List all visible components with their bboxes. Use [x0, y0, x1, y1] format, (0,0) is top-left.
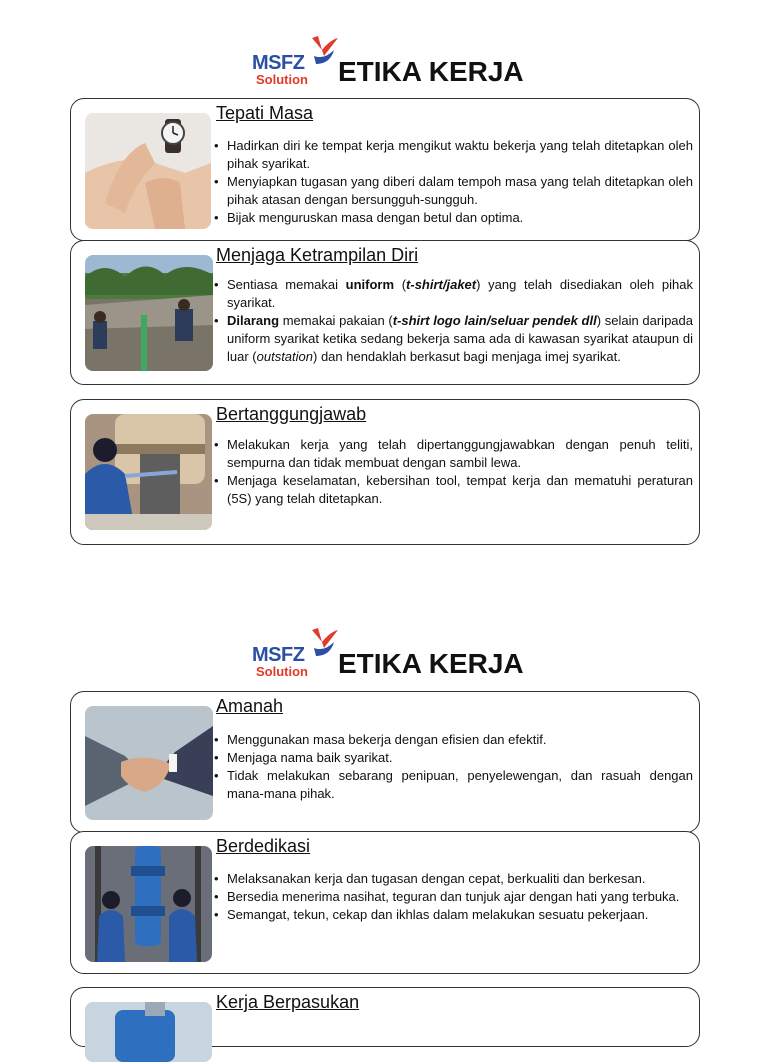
logo-swoosh-icon: [308, 626, 340, 666]
page-title: ETIKA KERJA: [338, 56, 524, 87]
card-heading: Tepati Masa: [216, 103, 314, 123]
list-item: • Dilarang memakai pakaian (t-shirt logo lain/seluar pendek dll) selain daripada uniform syarikat ketika sedang bekerja sama ada di kawasan syarikat ataupun di luar (outstation) dan hendaklah berkasut bagi menjaga imej syarikat.: [213, 312, 693, 366]
bullet-list: [213, 731, 693, 803]
list-item: • Semangat, tekun, cekap dan ikhlas dalam melakukan sesuatu pekerjaan.: [213, 906, 693, 924]
list-item: • Bersedia menerima nasihat, teguran dan tunjuk ajar dengan hati yang terbuka.: [213, 888, 693, 906]
card-heading: Berdedikasi: [216, 836, 311, 856]
workers-site-photo: [85, 255, 213, 371]
logo-name: MSFZ: [252, 52, 305, 74]
list-item: • Sentiasa memakai uniform (t-shirt/jaket) yang telah disediakan oleh pihak syarikat.: [213, 276, 693, 312]
msfz-logo: [250, 34, 340, 90]
logo-sub: Solution: [256, 664, 308, 679]
team-photo: [85, 1002, 212, 1062]
card-heading: Bertanggungjawab: [216, 404, 367, 424]
list-item: • Menjaga nama baik syarikat.: [213, 749, 693, 767]
page-1-header: [0, 34, 768, 94]
card-heading: Menjaga Ketrampilan Diri: [216, 245, 419, 265]
logo-sub: Solution: [256, 72, 308, 87]
card-heading: Kerja Berpasukan: [216, 992, 360, 1012]
bullet-list: [213, 137, 693, 227]
bullet-list: [213, 870, 693, 924]
bullet-list: [213, 436, 693, 508]
card-kerja-berpasukan: [70, 987, 700, 1047]
bullet-list: [213, 276, 693, 366]
list-item: • Tidak melakukan sebarang penipuan, penyelewengan, dan rasuah dengan mana-mana pihak.: [213, 767, 693, 803]
card-bertanggungjawab: [70, 399, 700, 545]
list-item: • Melaksanakan kerja dan tugasan dengan cepat, berkualiti dan berkesan.: [213, 870, 693, 888]
page-2-header: [0, 626, 768, 686]
wristwatch-photo: [85, 113, 211, 229]
list-item: • Melakukan kerja yang telah dipertanggungjawabkan dengan penuh teliti, sempurna dan tidak membuat dengan sambil lewa.: [213, 436, 693, 472]
list-item: • Menjaga keselamatan, kebersihan tool, tempat kerja dan mematuhi peraturan (5S) yang telah ditetapkan.: [213, 472, 693, 508]
worker-machine-photo: [85, 414, 212, 530]
card-berdedikasi: [70, 831, 700, 974]
card-amanah: [70, 691, 700, 833]
list-item: • Menyiapkan tugasan yang diberi dalam tempoh masa yang telah ditetapkan oleh pihak atasan dengan bersungguh-sungguh.: [213, 173, 693, 209]
handshake-photo: [85, 706, 213, 820]
page-title: ETIKA KERJA: [338, 648, 524, 679]
pump-repair-photo: [85, 846, 212, 962]
list-item: • Bijak menguruskan masa dengan betul dan optima.: [213, 209, 693, 227]
msfz-logo: [250, 626, 340, 682]
logo-name: MSFZ: [252, 644, 305, 666]
logo-swoosh-icon: [308, 34, 340, 74]
card-heading: Amanah: [216, 696, 284, 716]
card-tepati-masa: [70, 98, 700, 241]
list-item: • Hadirkan diri ke tempat kerja mengikut waktu bekerja yang telah ditetapkan oleh pihak syarikat.: [213, 137, 693, 173]
list-item: • Menggunakan masa bekerja dengan efisien dan efektif.: [213, 731, 693, 749]
card-menjaga-ketrampilan: [70, 240, 700, 385]
